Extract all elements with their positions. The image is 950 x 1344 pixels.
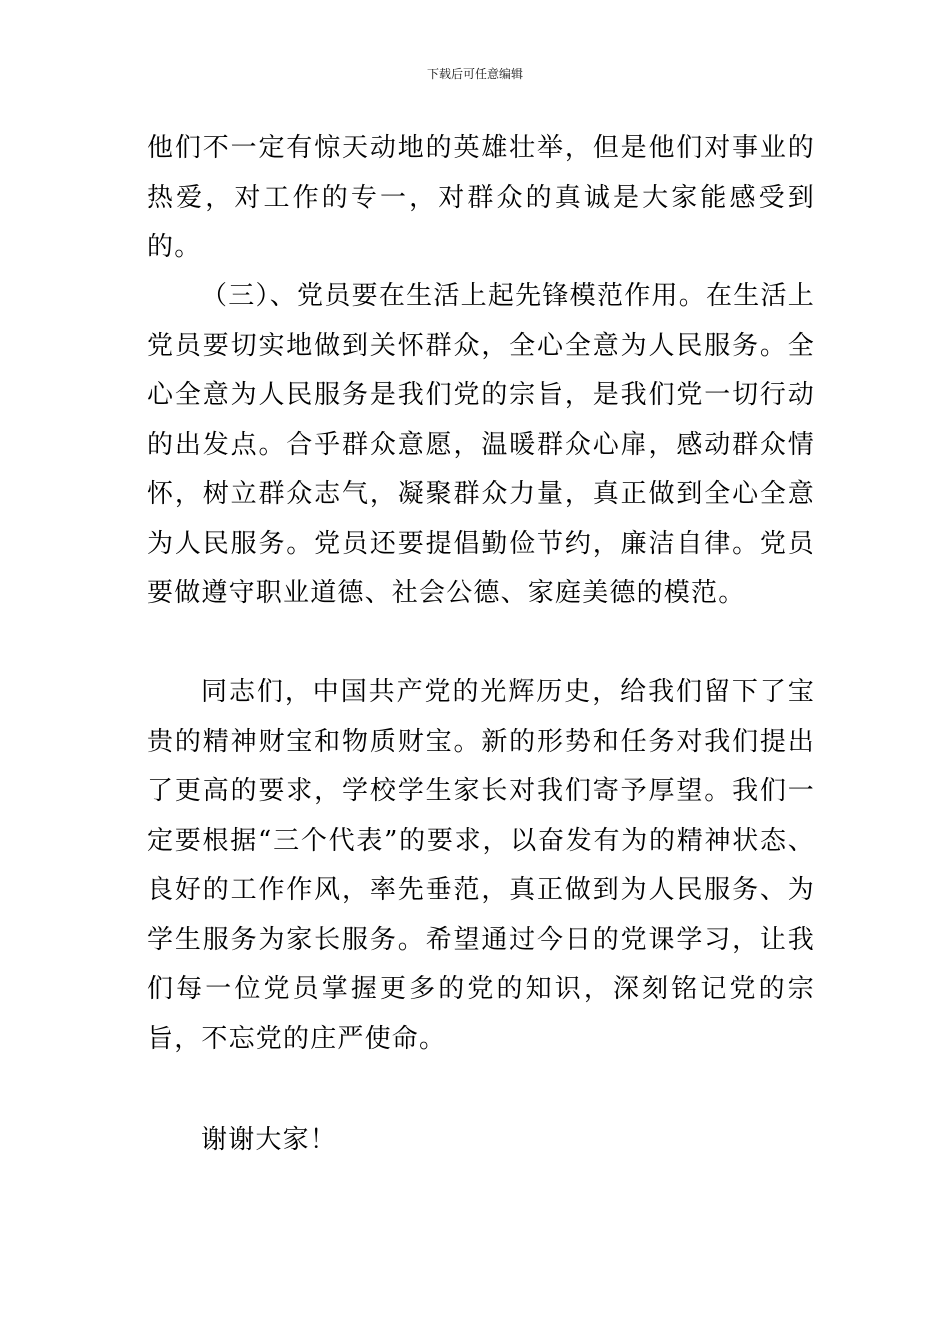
closing-thanks: 谢谢大家！ <box>201 1125 338 1155</box>
body-paragraph-1: 他们不一定有惊天动地的英雄壮举，但是他们对事业的热爱，对工作的专一，对群众的真诚是大家能感受到的。 <box>147 133 815 262</box>
body-paragraph-3: 同志们，中国共产党的光辉历史，给我们留下了宝贵的精神财宝和物质财宝。新的形势和任务对我们提出了更高的要求，学校学生家长对我们寄予厚望。我们一定要根据“三个代表”的要求，以奋发有为的精神状态、良好的工作作风，率先垂范，真正做到为人民服务、为学生服务为家长服务。希望通过今日的党课学习，让我们每一位党员掌握更多的党的知识，深刻铭记党的宗旨，不忘党的庄严使命。 <box>147 677 815 1054</box>
page-header: 下载后可任意编辑 <box>426 67 523 81</box>
body-paragraph-2: （三）、党员要在生活上起先锋模范作用。在生活上党员要切实地做到关怀群众，全心全意为人民服务。全心全意为人民服务是我们党的宗旨，是我们党一切行动的出发点。合乎群众意愿，温暖群众心扉，感动群众情怀，树立群众志气，凝聚群众力量，真正做到全心全意为人民服务。党员还要提倡勤俭节约，廉洁自律。党员要做遵守职业道德、社会公德、家庭美德的模范。 <box>147 281 815 608</box>
